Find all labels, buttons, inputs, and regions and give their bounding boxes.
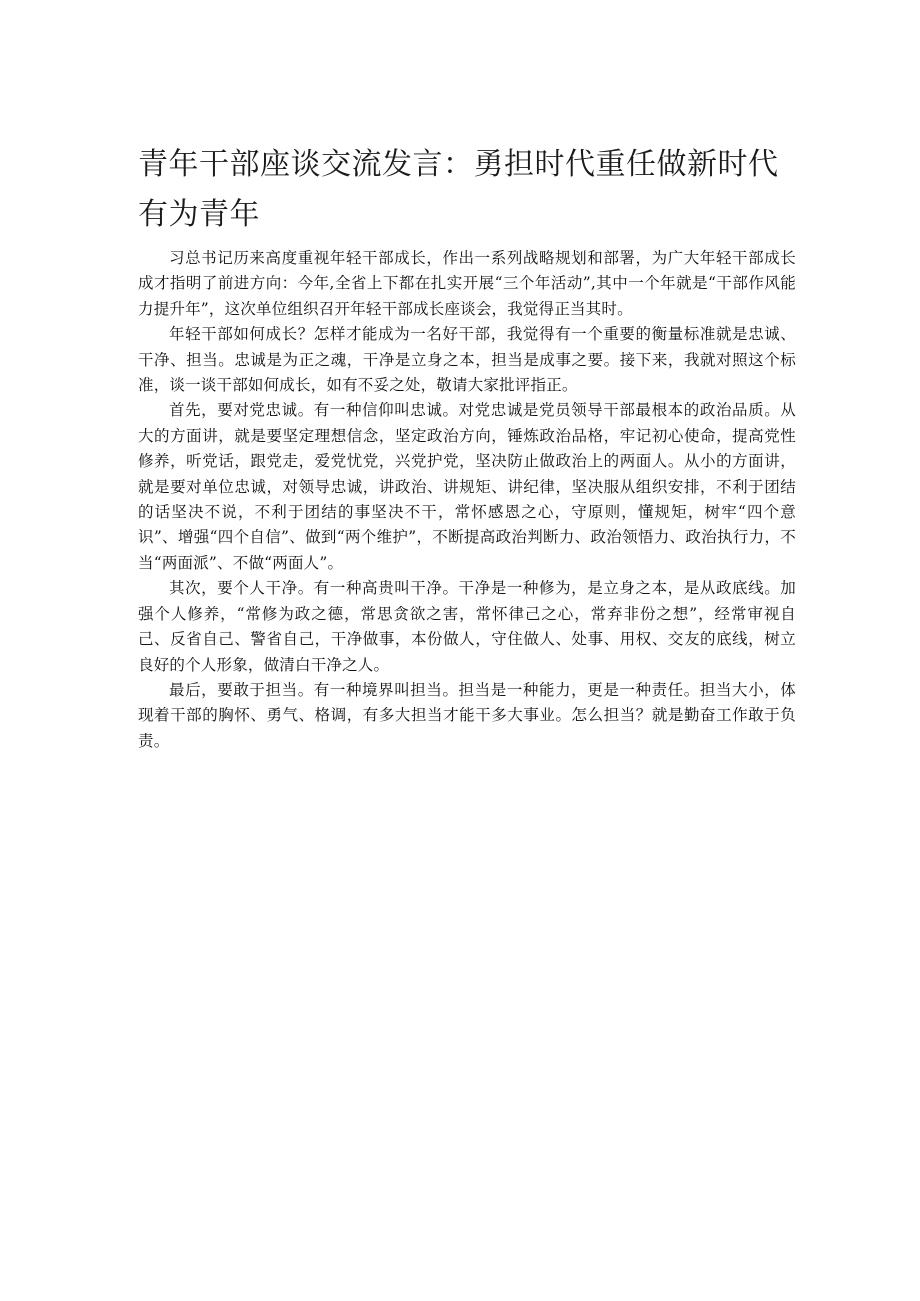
document-title: 青年干部座谈交流发言：勇担时代重任做新时代有为青年 xyxy=(138,147,779,232)
paragraph-integrity: 其次，要个人干净。有一种高贵叫干净。干净是一种修为，是立身之本，是从政底线。加强个人修养，“常修为政之德，常思贪欲之害，常怀律己之心，常弃非份之想”，经常审视自己、反省自己、警省自己，干净做事，本份做人，守住做人、处事、用权、交友的底线，树立良好的个人形象，做清白干净之人。 xyxy=(138,579,796,674)
paragraph-loyalty: 首先，要对党忠诚。有一种信仰叫忠诚。对党忠诚是党员领导干部最根本的政治品质。从大的方面讲，就是要坚定理想信念，坚定政治方向，锤炼政治品格，牢记初心使命，提高党性修养，听党话，跟党走，爱党忧党，兴党护党，坚决防止做政治上的两面人。从小的方面讲，就是要对单位忠诚，对领导忠诚，讲政治、讲规矩、讲纪律，坚决服从组织安排，不利于团结的话坚决不说，不利于团结的事坚决不干，常怀感恩之心，守原则，懂规矩，树牢“四个意识”、增强“四个自信”、做到“两个维护”，不断提高政治判断力、政治领悟力、政治执行力，不当“两面派”、不做“两面人”。 xyxy=(138,401,796,572)
paragraph-intro: 习总书记历来高度重视年轻干部成长，作出一系列战略规划和部署，为广大年轻干部成长成才指明了前进方向：今年,全省上下都在扎实开展“三个年活动”,其中一个年就是“干部作风能力提升年”，这次单位组织召开年轻干部成长座谈会，我觉得正当其时。 xyxy=(138,249,796,318)
document-body xyxy=(138,246,796,754)
paragraph-responsibility: 最后，要敢于担当。有一种境界叫担当。担当是一种能力，更是一种责任。担当大小，体现着干部的胸怀、勇气、格调，有多大担当才能干多大事业。怎么担当？就是勤奋工作敢于负责。 xyxy=(138,680,796,750)
paragraph-standard: 年轻干部如何成长？怎样才能成为一名好干部，我觉得有一个重要的衡量标准就是忠诚、干净、担当。忠诚是为正之魂，干净是立身之本，担当是成事之要。接下来，我就对照这个标准，谈一谈干部如何成长，如有不妥之处，敬请大家批评指正。 xyxy=(138,325,796,395)
